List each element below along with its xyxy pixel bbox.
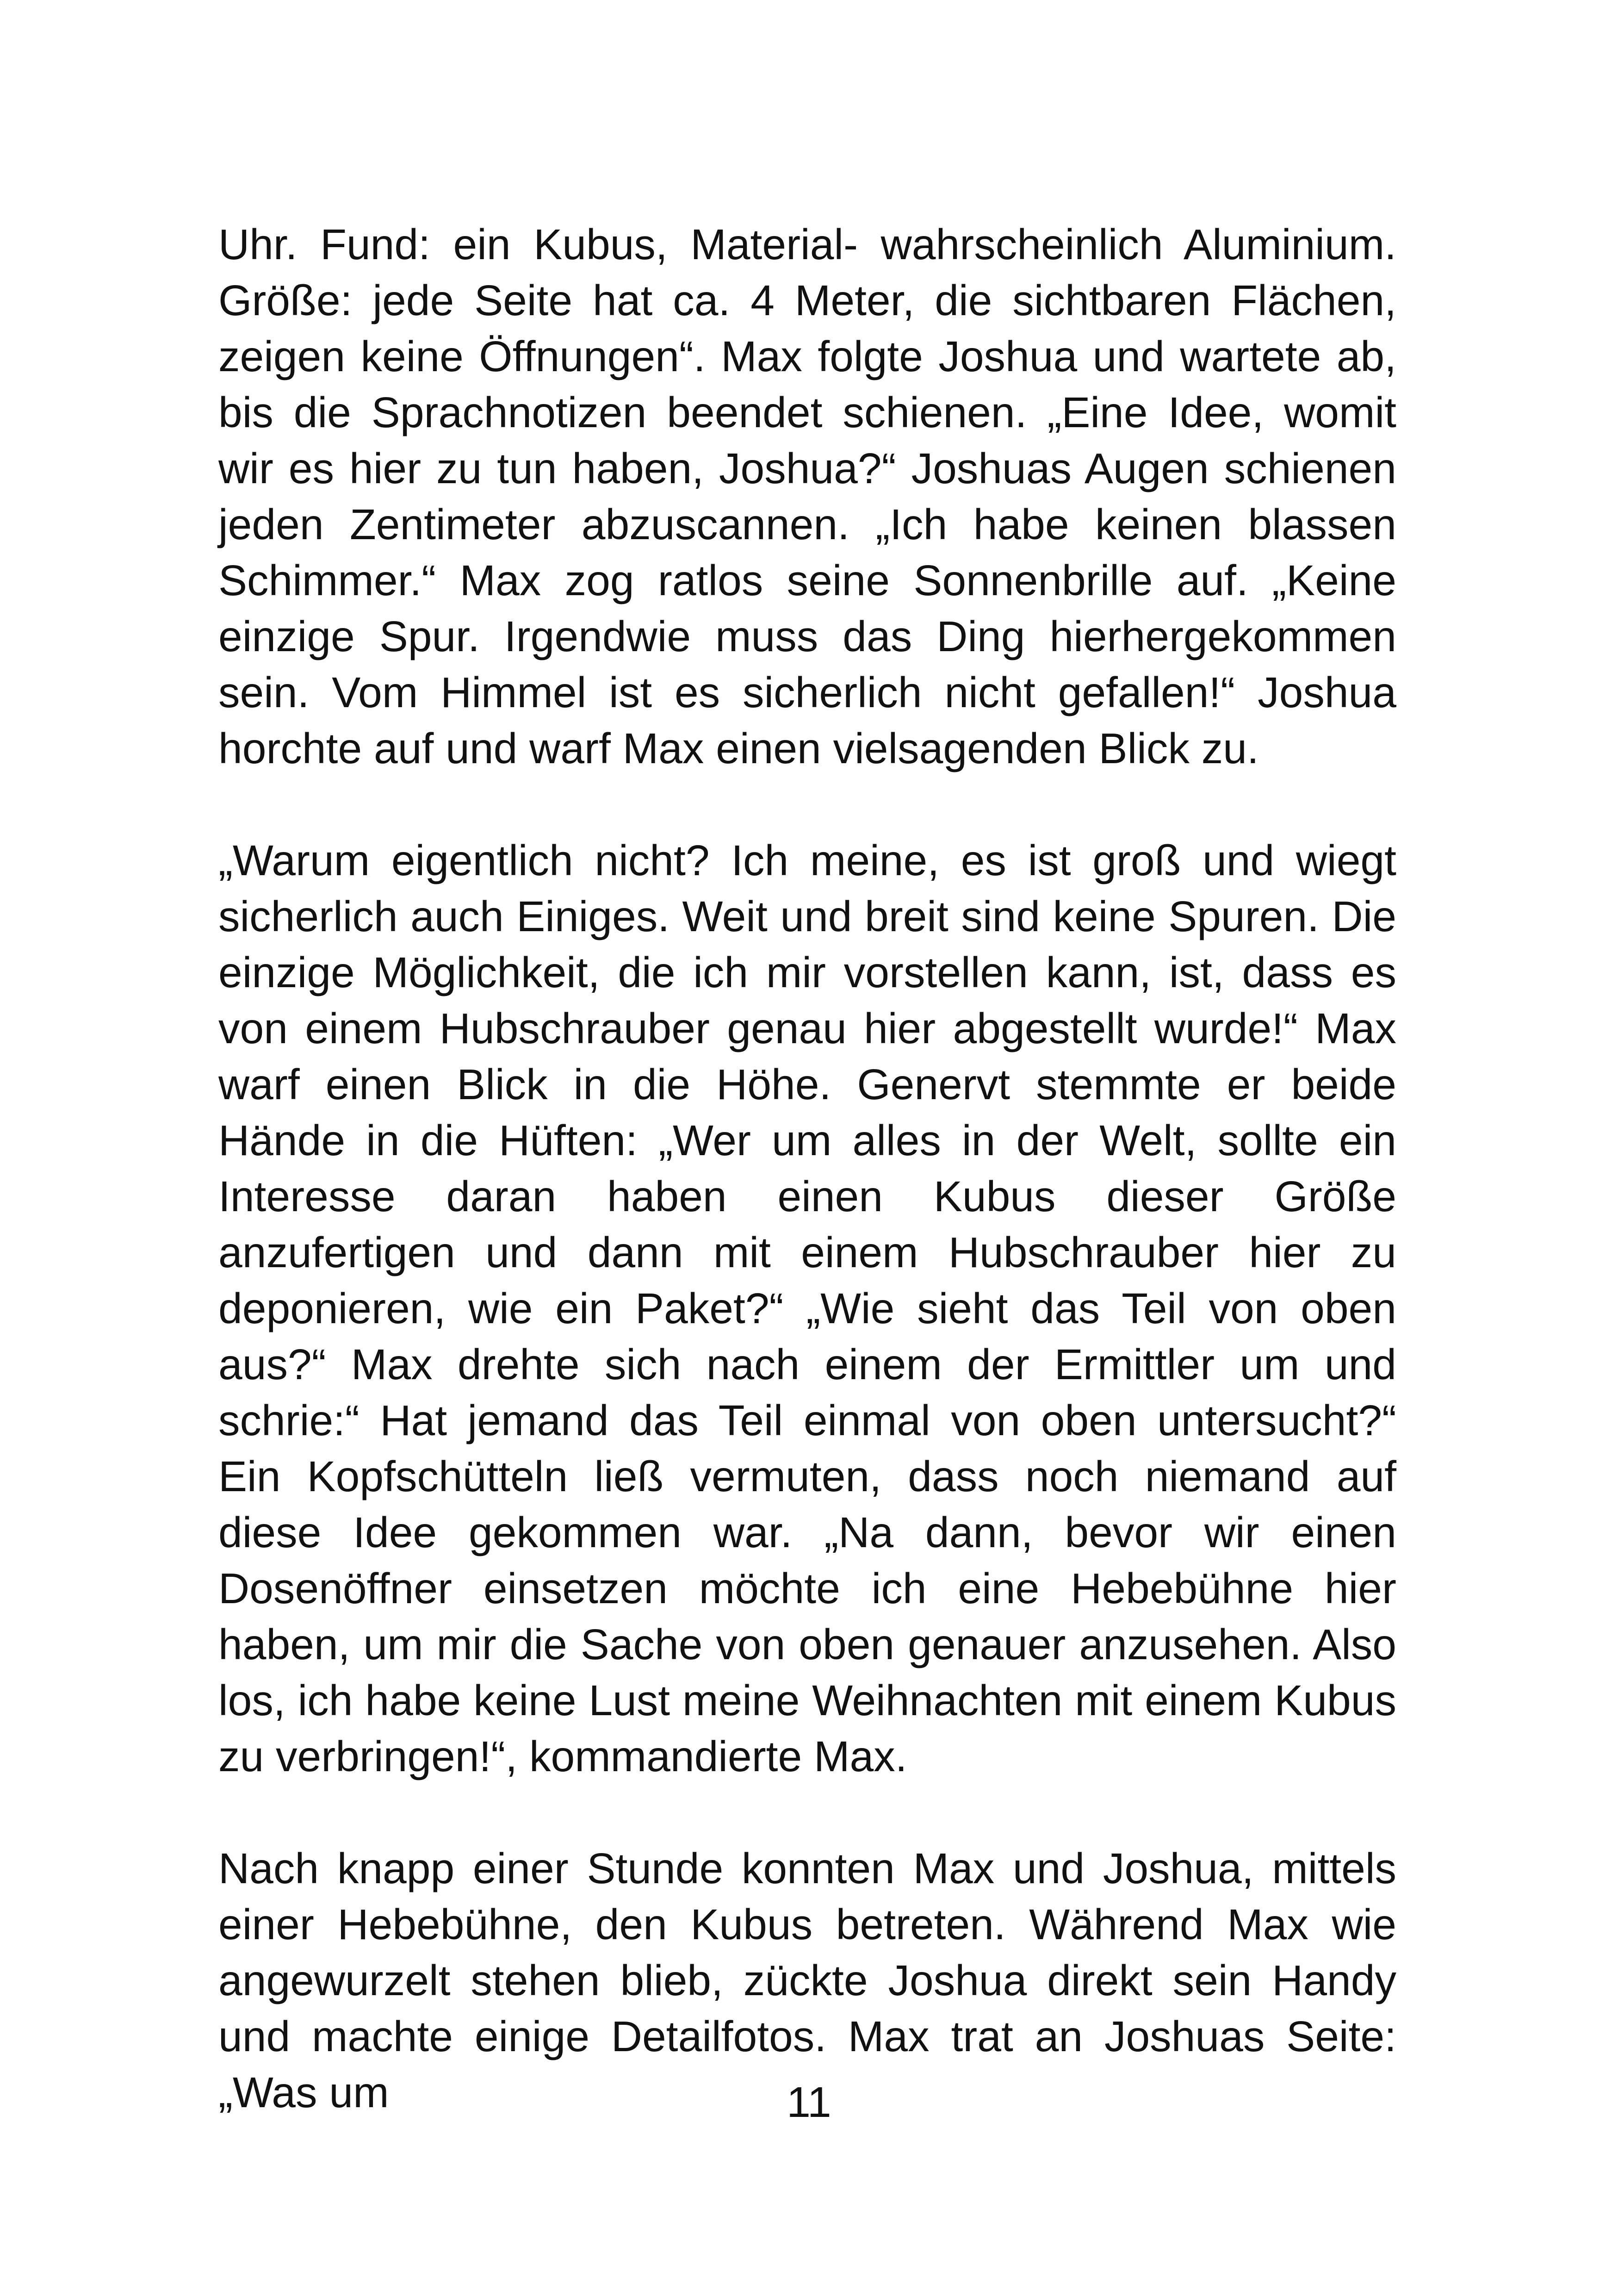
- page-number: 11: [787, 2078, 831, 2126]
- body-text: [218, 217, 1396, 2121]
- paragraph-3: Nach knapp einer Stunde konnten Max und Joshua, mittels einer Hebebühne, den Kubus betreten. Während Max wie angewurzelt stehen blieb, zückte Joshua direkt sein Handy und machte einige Detailfotos. Max trat an Joshuas Seite: „Was um: [218, 1844, 1396, 2116]
- paragraph-2: „Warum eigentlich nicht? Ich meine, es ist groß und wiegt sicherlich auch Einiges. Weit und breit sind keine Spuren. Die einzige Möglichkeit, die ich mir vorstellen kann, ist, dass es von einem Hubschrauber genau hier abgestellt wurde!“ Max warf einen Blick in die Höhe. Genervt stemmte er beide Hände in die Hüften: „Wer um alles in der Welt, sollte ein Interesse daran haben einen Kubus dieser Größe anzufertigen und dann mit einem Hubschrauber hier zu deponieren, wie ein Paket?“ „Wie sieht das Teil von oben aus?“ Max drehte sich nach einem der Ermittler um und schrie:“ Hat jemand das Teil einmal von oben untersucht?“ Ein Kopfschütteln ließ vermuten, dass noch niemand auf diese Idee gekommen war. „Na dann, bevor wir einen Dosenöffner einsetzen möchte ich eine Hebebühne hier haben, um mir die Sache von oben genauer anzusehen. Also los, ich habe keine Lust meine Weihnachten mit einem Kubus zu verbringen!“, kommandierte Max.: [218, 836, 1396, 1780]
- paragraph-1: Uhr. Fund: ein Kubus, Material- wahrscheinlich Aluminium. Größe: jede Seite hat ca. 4 Meter, die sichtbaren Flächen, zeigen keine Öffnungen“. Max folgte Joshua und wartete ab, bis die Sprachnotizen beendet schienen. „Eine Idee, womit wir es hier zu tun haben, Joshua?“ Joshuas Augen schienen jeden Zentimeter abzuscannen. „Ich habe keinen blassen Schimmer.“ Max zog ratlos seine Sonnenbrille auf. „Keine einzige Spur. Irgendwie muss das Ding hierhergekommen sein. Vom Himmel ist es sicherlich nicht gefallen!“ Joshua horchte auf und warf Max einen vielsagenden Blick zu.: [218, 220, 1396, 772]
